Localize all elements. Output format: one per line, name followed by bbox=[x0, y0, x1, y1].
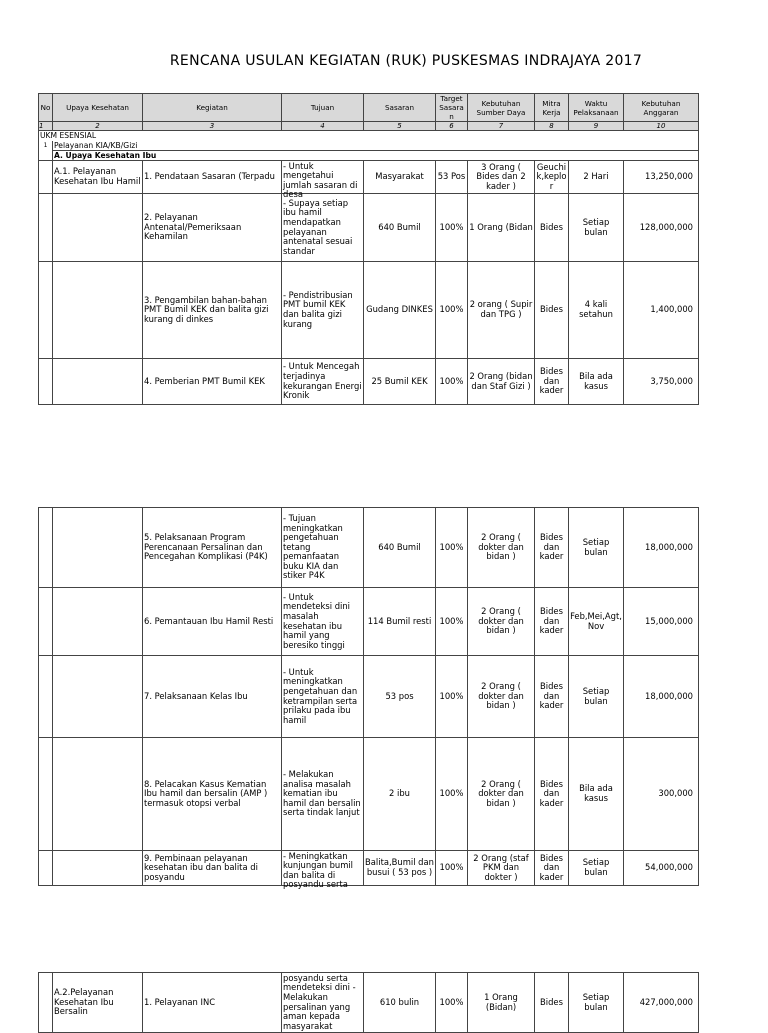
waktu-cell bbox=[569, 851, 624, 886]
anggaran-cell bbox=[624, 851, 699, 886]
tujuan-cell bbox=[282, 194, 364, 262]
mitra-cell bbox=[535, 194, 569, 262]
kegiatan-cell bbox=[143, 851, 282, 886]
header-upaya: Upaya Kesehatan bbox=[53, 94, 143, 122]
col-number: 5 bbox=[364, 122, 436, 131]
mitra-cell-text: Bides dan kader bbox=[539, 366, 564, 396]
kegiatan-cell-text: 2. Pelayanan Antenatal/Pemeriksaan Kehamilan bbox=[144, 212, 242, 242]
tujuan-cell bbox=[282, 850, 364, 890]
sumber-cell bbox=[468, 161, 535, 194]
anggaran-cell bbox=[624, 588, 699, 656]
table-row bbox=[39, 738, 699, 851]
sumber-cell bbox=[468, 508, 535, 588]
target-cell-text: 100% bbox=[439, 788, 464, 799]
no-cell bbox=[39, 508, 53, 588]
sumber-cell bbox=[468, 359, 535, 405]
target-cell-text: 100% bbox=[439, 996, 464, 1007]
col-number: 6 bbox=[436, 122, 468, 131]
upaya-cell bbox=[53, 161, 143, 194]
target-cell-text: 100% bbox=[439, 862, 464, 873]
anggaran-cell bbox=[624, 508, 699, 588]
sasaran-cell bbox=[364, 194, 436, 262]
anggaran-cell-text: 18,000,000 bbox=[645, 690, 693, 701]
header-mitra: Mitra Kerja bbox=[535, 94, 569, 122]
table-body-page-3 bbox=[39, 973, 699, 1033]
ruk-table-page-1 bbox=[38, 93, 699, 405]
kegiatan-cell-text: 1. Pelayanan INC bbox=[144, 996, 216, 1007]
sumber-cell bbox=[468, 656, 535, 738]
header-sasaran: Sasaran bbox=[364, 94, 436, 122]
no-cell bbox=[39, 851, 53, 886]
tujuan-cell-text: - Untuk meningkatkan pengetahuan dan ketrampilan serta prilaku pada ibu hamil bbox=[283, 666, 358, 725]
sumber-cell bbox=[468, 738, 535, 851]
header-anggaran: Kebutuhan Anggaran bbox=[624, 94, 699, 122]
sasaran-cell bbox=[364, 359, 436, 405]
anggaran-cell bbox=[624, 656, 699, 738]
waktu-cell-text: 2 Hari bbox=[583, 171, 609, 182]
target-cell bbox=[436, 851, 468, 886]
waktu-cell-text: 4 kali setahun bbox=[579, 299, 613, 319]
sumber-cell-text: 2 Orang ( dokter dan bidan ) bbox=[478, 532, 524, 562]
sasaran-cell-text: Balita,Bumil dan busui ( 53 pos ) bbox=[365, 857, 434, 877]
section-number: 1 bbox=[39, 141, 53, 151]
upaya-cell bbox=[53, 851, 143, 886]
section-pelayanan-kia: Pelayanan KIA/KB/Gizi bbox=[53, 141, 699, 151]
kegiatan-cell bbox=[143, 194, 282, 262]
mitra-cell bbox=[535, 262, 569, 359]
sasaran-cell-text: 610 bulin bbox=[379, 996, 420, 1007]
tujuan-cell-text: - Tujuan meningkatkan pengetahuan tetang pemanfaatan buku KIA dan stiker P4K bbox=[283, 512, 343, 581]
waktu-cell-text: Bila ada kasus bbox=[579, 783, 613, 803]
sasaran-cell-text: 640 Bumil bbox=[378, 221, 421, 232]
mitra-cell-text: Bides dan kader bbox=[539, 681, 564, 711]
no-cell bbox=[39, 656, 53, 738]
target-cell-text: 53 Pos bbox=[437, 171, 466, 182]
anggaran-cell-text: 54,000,000 bbox=[645, 862, 693, 873]
upaya-cell bbox=[53, 359, 143, 405]
target-cell bbox=[436, 359, 468, 405]
sasaran-cell bbox=[364, 508, 436, 588]
no-cell bbox=[39, 194, 53, 262]
tujuan-cell-text: - Untuk Mencegah terjadinya kekurangan Energi Kronik bbox=[283, 361, 362, 401]
ruk-table-page-2 bbox=[38, 507, 699, 890]
sasaran-cell bbox=[364, 973, 436, 1033]
target-cell bbox=[436, 738, 468, 851]
tujuan-cell-text: - Untuk mengetahui jumlah sasaran di desa bbox=[283, 160, 358, 200]
kegiatan-cell bbox=[143, 656, 282, 738]
sumber-cell-text: 2 Orang ( dokter dan bidan ) bbox=[478, 681, 524, 711]
waktu-cell bbox=[569, 656, 624, 738]
col-number: 8 bbox=[535, 122, 569, 131]
sumber-cell bbox=[468, 973, 535, 1033]
mitra-cell-text: Bides dan kader bbox=[539, 852, 564, 882]
waktu-cell bbox=[569, 194, 624, 262]
anggaran-cell-text: 300,000 bbox=[658, 788, 693, 799]
kegiatan-cell-text: 6. Pemantauan Ibu Hamil Resti bbox=[144, 615, 274, 626]
no-cell bbox=[39, 588, 53, 656]
table-row bbox=[39, 194, 699, 262]
col-number: 2 bbox=[53, 122, 143, 131]
table-row bbox=[39, 359, 699, 405]
anggaran-cell-text: 13,250,000 bbox=[645, 171, 693, 182]
kegiatan-cell-text: 7. Pelaksanaan Kelas Ibu bbox=[144, 690, 248, 701]
target-cell-text: 100% bbox=[439, 375, 464, 386]
waktu-cell bbox=[569, 161, 624, 194]
sasaran-cell-text: 25 Bumil KEK bbox=[371, 375, 428, 386]
table-body-page-2 bbox=[39, 508, 699, 890]
col-number: 9 bbox=[569, 122, 624, 131]
sumber-cell-text: 1 Orang (Bidan bbox=[469, 221, 533, 232]
col-number: 4 bbox=[282, 122, 364, 131]
tujuan-cell-text: - Pendistribusian PMT bumil KEK dan balita gizi kurang bbox=[283, 289, 353, 329]
sasaran-cell bbox=[364, 588, 436, 656]
target-cell-text: 100% bbox=[439, 221, 464, 232]
mitra-cell-text: Bides dan kader bbox=[539, 778, 564, 808]
upaya-cell bbox=[53, 262, 143, 359]
kegiatan-cell bbox=[143, 588, 282, 656]
upaya-cell bbox=[53, 508, 143, 588]
upaya-cell bbox=[53, 656, 143, 738]
section-row-ukm bbox=[39, 131, 699, 141]
table-body-page-1 bbox=[39, 161, 699, 405]
upaya-cell-text: A.1. Pelayanan Kesehatan Ibu Hamil bbox=[54, 166, 141, 186]
tujuan-cell bbox=[282, 973, 364, 1033]
waktu-cell bbox=[569, 588, 624, 656]
waktu-cell bbox=[569, 359, 624, 405]
mitra-cell bbox=[535, 851, 569, 886]
waktu-cell-text: Feb,Mei,Agt,Nov bbox=[570, 610, 622, 631]
table-header-row bbox=[39, 94, 699, 122]
mitra-cell bbox=[535, 656, 569, 738]
waktu-cell-text: Setiap bulan bbox=[582, 991, 610, 1012]
header-no: No bbox=[39, 94, 53, 122]
mitra-cell-text: Bides bbox=[540, 221, 563, 232]
table-row bbox=[39, 656, 699, 738]
mitra-cell-text: Geuchik,keplor bbox=[536, 161, 567, 191]
anggaran-cell-text: 1,400,000 bbox=[650, 304, 693, 315]
target-cell bbox=[436, 194, 468, 262]
sumber-cell bbox=[468, 851, 535, 886]
kegiatan-cell-text: 1. Pendataan Sasaran (Terpadu bbox=[144, 171, 275, 182]
sasaran-cell-text: 53 pos bbox=[385, 690, 414, 701]
section-row-pelayanan bbox=[39, 141, 699, 151]
target-cell bbox=[436, 656, 468, 738]
sasaran-cell bbox=[364, 161, 436, 194]
waktu-cell-text: Setiap bulan bbox=[582, 685, 610, 706]
upaya-cell bbox=[53, 738, 143, 851]
target-cell-text: 100% bbox=[439, 541, 464, 552]
target-cell bbox=[436, 161, 468, 194]
target-cell-text: 100% bbox=[439, 304, 464, 315]
col-number: 10 bbox=[624, 122, 699, 131]
sumber-cell-text: 3 Orang ( Bides dan 2 kader ) bbox=[476, 161, 526, 191]
sumber-cell-text: 2 Orang (bidan dan Staf Gizi ) bbox=[469, 370, 533, 391]
no-cell bbox=[39, 359, 53, 405]
tujuan-cell bbox=[282, 508, 364, 588]
mitra-cell bbox=[535, 588, 569, 656]
header-kegiatan: Kegiatan bbox=[143, 94, 282, 122]
mitra-cell-text: Bides dan kader bbox=[539, 532, 564, 562]
waktu-cell-text: Bila ada kasus bbox=[579, 370, 613, 391]
anggaran-cell-text: 3,750,000 bbox=[650, 375, 693, 386]
table-row bbox=[39, 262, 699, 359]
sumber-cell-text: 2 Orang (staf PKM dan dokter ) bbox=[473, 852, 529, 882]
target-cell bbox=[436, 588, 468, 656]
tujuan-cell bbox=[282, 262, 364, 359]
anggaran-cell bbox=[624, 262, 699, 359]
anggaran-cell bbox=[624, 194, 699, 262]
waktu-cell-text: Setiap bulan bbox=[582, 857, 610, 877]
page-title: RENCANA USULAN KEGIATAN (RUK) PUSKESMAS INDRAJAYA 2017 bbox=[169, 53, 643, 69]
col-number: 3 bbox=[143, 122, 282, 131]
anggaran-cell-text: 427,000,000 bbox=[639, 996, 693, 1007]
mitra-cell bbox=[535, 508, 569, 588]
header-waktu: Waktu Pelaksanaan bbox=[569, 94, 624, 122]
header-target: Target Sasaran bbox=[436, 94, 468, 122]
empty-cell bbox=[39, 151, 53, 161]
anggaran-cell-text: 18,000,000 bbox=[645, 541, 693, 552]
kegiatan-cell bbox=[143, 161, 282, 194]
sasaran-cell-text: Gudang DINKES bbox=[366, 304, 433, 315]
anggaran-cell bbox=[624, 359, 699, 405]
waktu-cell bbox=[569, 738, 624, 851]
kegiatan-cell-text: 8. Pelacakan Kasus Kematian Ibu hamil dan bersalin (AMP ) termasuk otopsi verbal bbox=[144, 778, 268, 808]
mitra-cell bbox=[535, 161, 569, 194]
anggaran-cell-text: 128,000,000 bbox=[639, 221, 693, 232]
sasaran-cell bbox=[364, 262, 436, 359]
kegiatan-cell-text: 4. Pemberian PMT Bumil KEK bbox=[144, 375, 265, 386]
waktu-cell bbox=[569, 508, 624, 588]
table-row bbox=[39, 973, 699, 1033]
mitra-cell bbox=[535, 359, 569, 405]
kegiatan-cell bbox=[143, 973, 282, 1033]
sumber-cell-text: 2 Orang ( dokter dan bidan ) bbox=[478, 778, 524, 808]
mitra-cell-text: Bides bbox=[540, 304, 563, 315]
tujuan-cell bbox=[282, 588, 364, 656]
target-cell bbox=[436, 973, 468, 1033]
table-row bbox=[39, 508, 699, 588]
column-number-row bbox=[39, 122, 699, 131]
col-number: 1 bbox=[39, 122, 53, 131]
tujuan-cell-text: posyandu serta mendeteksi dini - Melakukan persalinan yang aman kepada masyarakat bbox=[283, 972, 356, 1031]
no-cell bbox=[39, 973, 53, 1033]
kegiatan-cell-text: 3. Pengambilan bahan-bahan PMT Bumil KEK dan balita gizi kurang di dinkes bbox=[144, 294, 269, 324]
kegiatan-cell-text: 9. Pembinaan pelayanan kesehatan ibu dan balita di posyandu bbox=[144, 852, 258, 882]
header-sumber: Kebutuhan Sumber Daya bbox=[468, 94, 535, 122]
kegiatan-cell bbox=[143, 262, 282, 359]
kegiatan-cell bbox=[143, 738, 282, 851]
no-cell bbox=[39, 262, 53, 359]
sasaran-cell bbox=[364, 656, 436, 738]
table-row bbox=[39, 851, 699, 886]
tujuan-cell-text: - Melakukan analisa masalah kematian ibu hamil dan bersalin serta tindak lanjut bbox=[283, 769, 361, 818]
upaya-cell-text: A.2.Pelayanan Kesehatan Ibu Bersalin bbox=[54, 987, 114, 1017]
ruk-table-page-3 bbox=[38, 972, 699, 1033]
tujuan-cell bbox=[282, 738, 364, 851]
tujuan-cell bbox=[282, 160, 364, 200]
waktu-cell bbox=[569, 973, 624, 1033]
waktu-cell bbox=[569, 262, 624, 359]
anggaran-cell bbox=[624, 973, 699, 1033]
upaya-cell bbox=[53, 973, 143, 1033]
kegiatan-cell bbox=[143, 359, 282, 405]
waktu-cell-text: Setiap bulan bbox=[582, 216, 610, 237]
sumber-cell bbox=[468, 588, 535, 656]
target-cell bbox=[436, 262, 468, 359]
target-cell-text: 100% bbox=[439, 690, 464, 701]
sumber-cell bbox=[468, 262, 535, 359]
upaya-cell bbox=[53, 588, 143, 656]
target-cell-text: 100% bbox=[439, 615, 464, 626]
kegiatan-cell bbox=[143, 508, 282, 588]
table-row bbox=[39, 588, 699, 656]
table-row bbox=[39, 161, 699, 194]
tujuan-cell-text: - Untuk mendeteksi dini masalah kesehatan ibu hamil yang beresiko tinggi bbox=[283, 591, 351, 650]
upaya-cell bbox=[53, 194, 143, 262]
sasaran-cell bbox=[364, 738, 436, 851]
no-cell bbox=[39, 161, 53, 194]
anggaran-cell bbox=[624, 738, 699, 851]
sumber-cell-text: 2 Orang ( dokter dan bidan ) bbox=[478, 606, 524, 636]
sumber-cell-text: 1 Orang (Bidan) bbox=[484, 991, 518, 1012]
sasaran-cell-text: 114 Bumil resti bbox=[367, 615, 432, 626]
sasaran-cell-text: 640 Bumil bbox=[378, 541, 421, 552]
col-number: 7 bbox=[468, 122, 535, 131]
tujuan-cell bbox=[282, 359, 364, 405]
mitra-cell-text: Bides dan kader bbox=[539, 606, 564, 636]
tujuan-cell-text: - Meningkatkan kunjungan bumil dan balita di posyandu serta bbox=[283, 850, 354, 890]
sasaran-cell-text: Masyarakat bbox=[375, 171, 424, 182]
header-tujuan: Tujuan bbox=[282, 94, 364, 122]
sasaran-cell bbox=[364, 851, 436, 886]
tujuan-cell-text: - Supaya setiap ibu hamil mendapatkan pelayanan antenatal sesuai standar bbox=[283, 197, 353, 256]
section-ukm-esensial: UKM ESENSIAL bbox=[39, 131, 699, 141]
kegiatan-cell-text: 5. Pelaksanaan Program Perencanaan Persalinan dan Pencegahan Komplikasi (P4K) bbox=[144, 532, 268, 562]
target-cell bbox=[436, 508, 468, 588]
sumber-cell bbox=[468, 194, 535, 262]
mitra-cell bbox=[535, 738, 569, 851]
mitra-cell-text: Bides bbox=[540, 996, 563, 1007]
anggaran-cell-text: 15,000,000 bbox=[645, 615, 693, 626]
anggaran-cell bbox=[624, 161, 699, 194]
section-row-upaya-ibu bbox=[39, 151, 699, 161]
mitra-cell bbox=[535, 973, 569, 1033]
section-upaya-kesehatan-ibu: A. Upaya Kesehatan Ibu bbox=[53, 151, 699, 161]
tujuan-cell bbox=[282, 656, 364, 738]
sumber-cell-text: 2 orang ( Supir dan TPG ) bbox=[469, 299, 533, 319]
waktu-cell-text: Setiap bulan bbox=[582, 536, 610, 557]
no-cell bbox=[39, 738, 53, 851]
sasaran-cell-text: 2 ibu bbox=[389, 788, 410, 799]
